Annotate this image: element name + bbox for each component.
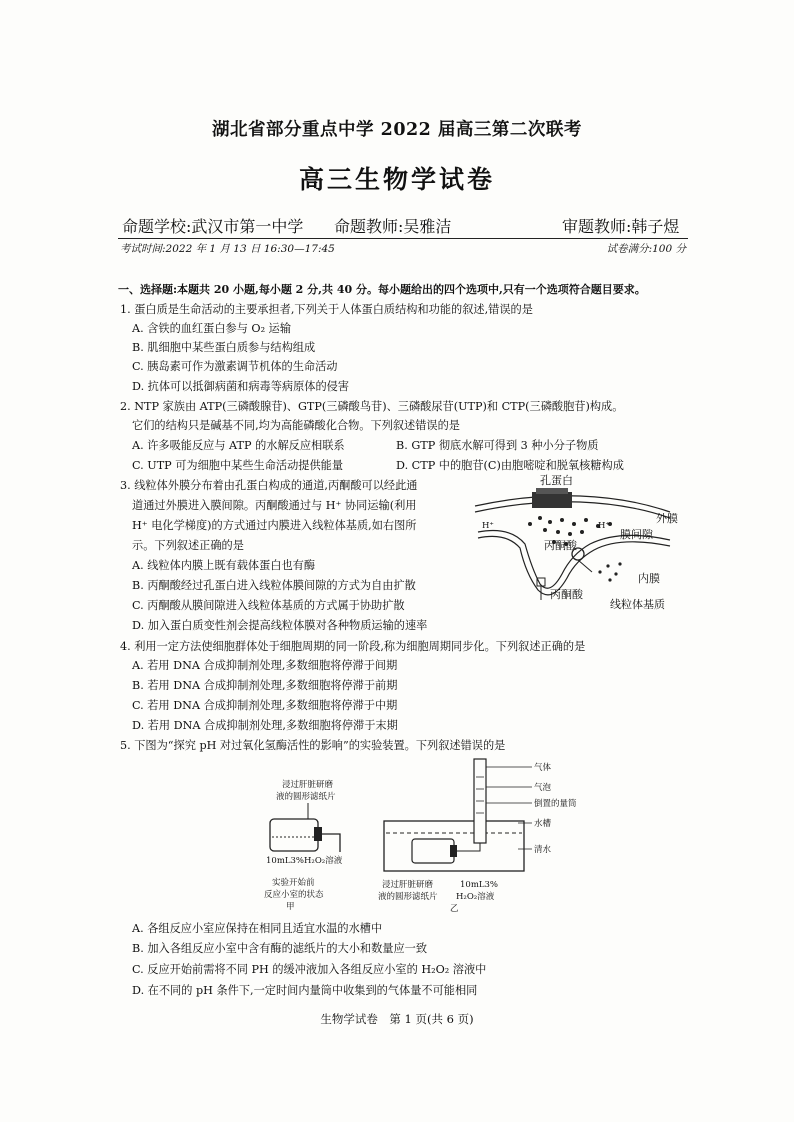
q1-option-b: B. 肌细胞中某些蛋白质参与结构组成 xyxy=(132,341,316,354)
q3-stem-line3: H⁺ 电化学梯度)的方式通过内膜进入线粒体基质,如右图所 xyxy=(132,519,417,532)
q3-stem-line1: 3. 线粒体外膜分布着由孔蛋白构成的通道,丙酮酸可以经此通 xyxy=(120,479,418,492)
label-matrix: 线粒体基质 xyxy=(610,598,665,611)
label-pyruvate-1: 丙酮酸 xyxy=(544,539,577,552)
exam-time: 考试时间:2022 年 1 月 13 日 16:30—17:45 xyxy=(120,243,335,255)
q3-stem-line4: 示。下列叙述正确的是 xyxy=(132,539,244,552)
yi-chamber xyxy=(412,839,454,863)
q3-option-d: D. 加入蛋白质变性剂会提高线粒体膜对各种物质运输的速率 xyxy=(132,619,428,632)
exam-title: 湖北省部分重点中学 2022 届高三第二次联考 xyxy=(212,120,582,140)
q1-option-d: D. 抗体可以抵御病菌和病毒等病原体的侵害 xyxy=(132,380,350,393)
full-score: 试卷满分:100 分 xyxy=(606,243,686,255)
q5-stem: 5. 下图为“探究 pH 对过氧化氢酶活性的影响”的实验装置。下列叙述错误的是 xyxy=(120,739,506,752)
label-yi-solution-2: H₂O₂溶液 xyxy=(456,892,495,902)
q2-option-b: B. GTP 彻底水解可得到 3 种小分子物质 xyxy=(396,439,599,452)
page-footer: 生物学试卷 第 1 页(共 6 页) xyxy=(320,1012,474,1026)
label-porin: 孔蛋白 xyxy=(540,474,573,487)
q1-option-c: C. 胰岛素可作为激素调节机体的生命活动 xyxy=(132,360,338,373)
q2-option-c: C. UTP 可为细胞中某些生命活动提供能量 xyxy=(132,459,344,472)
q4-option-d: D. 若用 DNA 合成抑制剂处理,多数细胞将停滞于末期 xyxy=(132,719,398,732)
school: 命题学校:武汉市第一中学 xyxy=(122,217,304,236)
q4-option-c: C. 若用 DNA 合成抑制剂处理,多数细胞将停滞于中期 xyxy=(132,699,398,712)
reviewer: 审题教师:韩子煜 xyxy=(562,217,680,236)
label-jia-paper-2: 液的圆形滤纸片 xyxy=(276,792,336,802)
label-bubble: 气泡 xyxy=(534,783,552,793)
q5-option-a: A. 各组反应小室应保持在相同且适宜水温的水槽中 xyxy=(132,922,383,935)
header-rule xyxy=(118,238,688,239)
label-yi-paper-2: 液的圆形滤纸片 xyxy=(378,892,438,902)
exam-subject: 高三生物学试卷 xyxy=(298,165,495,194)
label-h-plus-2: H⁺ xyxy=(598,521,610,531)
label-outer-membrane: 外膜 xyxy=(656,512,678,525)
q2-stem-line2: 它们的结构只是碱基不同,均为高能磷酸化合物。下列叙述错误的是 xyxy=(132,419,460,432)
label-h-plus-1: H⁺ xyxy=(482,521,494,531)
q1-option-a: A. 含铁的血红蛋白参与 O₂ 运输 xyxy=(132,322,292,335)
label-gas: 气体 xyxy=(534,763,552,773)
label-jia-caption-2: 反应小室的状态 xyxy=(264,890,324,900)
q4-stem: 4. 利用一定方法使细胞群体处于细胞周期的同一阶段,称为细胞周期同步化。下列叙述正确的是 xyxy=(120,640,586,653)
q4-option-a: A. 若用 DNA 合成抑制剂处理,多数细胞将停滞于间期 xyxy=(132,659,398,672)
label-water: 清水 xyxy=(534,845,552,855)
label-jia-caption-1: 实验开始前 xyxy=(272,878,315,888)
label-yi-solution-1: 10mL3% xyxy=(460,880,499,890)
label-jia-paper-1: 浸过肝脏研磨 xyxy=(282,780,334,790)
q5-option-b: B. 加入各组反应小室中含有酶的滤纸片的大小和数量应一致 xyxy=(132,942,428,955)
q5-option-d: D. 在不同的 pH 条件下,一定时间内量筒中收集到的气体量不可能相同 xyxy=(132,984,478,997)
label-cylinder: 倒置的量筒 xyxy=(534,799,577,809)
q4-option-b: B. 若用 DNA 合成抑制剂处理,多数细胞将停滞于前期 xyxy=(132,679,398,692)
q2-stem-line1: 2. NTP 家族由 ATP(三磷酸腺苷)、GTP(三磷酸鸟苷)、三磷酸尿苷(UTP)和 CTP(三磷酸胞苷)构成。 xyxy=(120,400,624,413)
teacher: 命题教师:吴雅洁 xyxy=(334,217,452,236)
q2-option-d: D. CTP 中的胞苷(C)由胞嘧啶和脱氧核糖构成 xyxy=(396,459,624,472)
label-intermembrane: 膜间隙 xyxy=(620,528,653,541)
label-jia: 甲 xyxy=(286,902,295,912)
label-pyruvate-2: 丙酮酸 xyxy=(550,588,583,601)
porin-block xyxy=(532,492,572,508)
q2-option-a: A. 许多吸能反应与 ATP 的水解反应相联系 xyxy=(132,439,345,452)
q3-option-b: B. 丙酮酸经过孔蛋白进入线粒体膜间隙的方式为自由扩散 xyxy=(132,579,416,592)
q3-stem-line2: 道通过外膜进入膜间隙。丙酮酸通过与 H⁺ 协同运输(利用 xyxy=(132,499,417,512)
label-yi-paper-1: 浸过肝脏研磨 xyxy=(382,880,434,890)
q1-stem: 1. 蛋白质是生命活动的主要承担者,下列关于人体蛋白质结构和功能的叙述,错误的是 xyxy=(120,303,533,316)
mitochondria-diagram xyxy=(470,474,690,619)
label-yi: 乙 xyxy=(450,904,459,914)
jia-chamber xyxy=(270,819,318,851)
q5-option-c: C. 反应开始前需将不同 PH 的缓冲液加入各组反应小室的 H₂O₂ 溶液中 xyxy=(132,963,487,976)
apparatus-diagram xyxy=(250,757,590,917)
label-jia-solution: 10mL3%H₂O₂溶液 xyxy=(266,856,343,866)
section-heading: 一、选择题:本题共 20 小题,每小题 2 分,共 40 分。每小题给出的四个选项中,只有一个选项符合题目要求。 xyxy=(118,283,646,296)
label-tank: 水槽 xyxy=(534,819,552,829)
q3-option-c: C. 丙酮酸从膜间隙进入线粒体基质的方式属于协助扩散 xyxy=(132,599,405,612)
label-inner-membrane: 内膜 xyxy=(638,572,660,585)
author-row xyxy=(122,214,684,238)
q3-option-a: A. 线粒体内膜上既有载体蛋白也有酶 xyxy=(132,559,316,572)
